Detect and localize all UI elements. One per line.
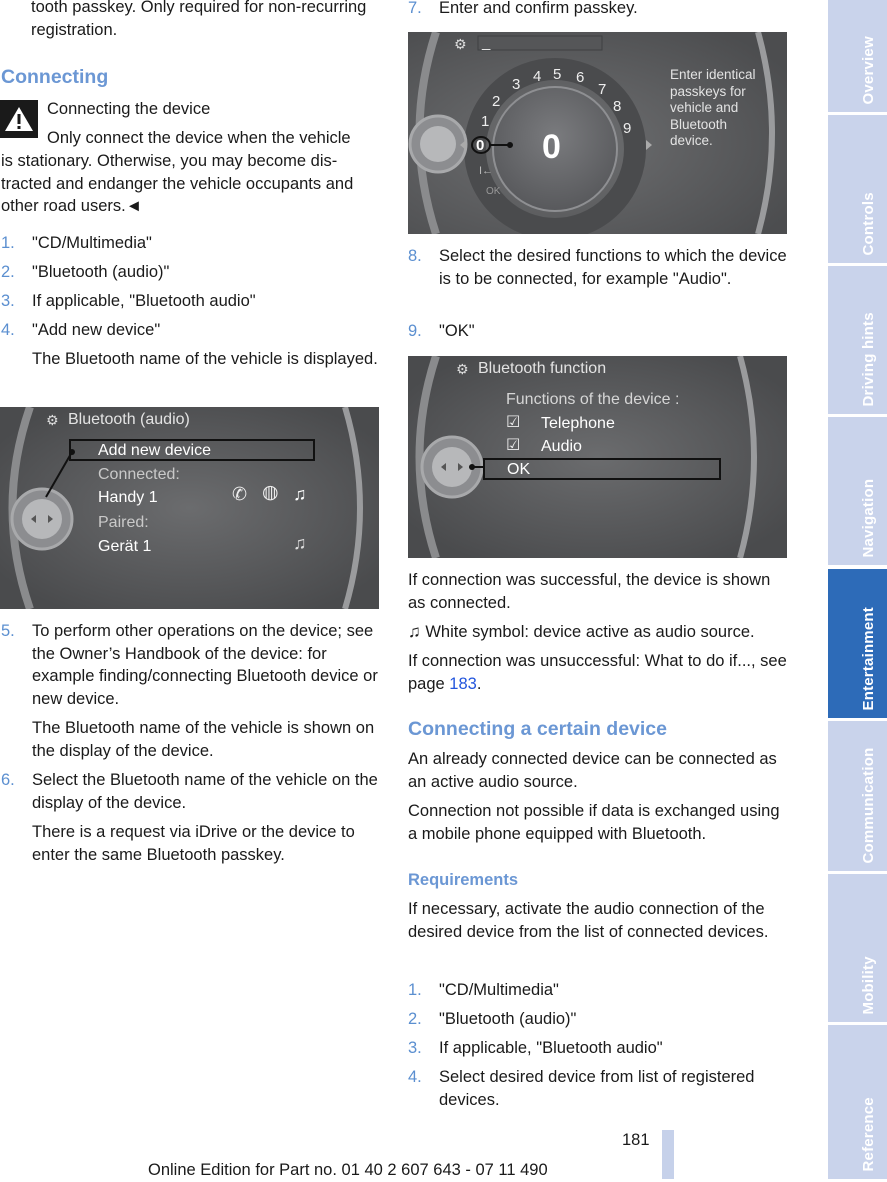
warning-icon bbox=[0, 100, 38, 138]
digit[interactable]: 5 bbox=[553, 66, 562, 83]
screen3-item-audio[interactable]: Audio bbox=[541, 438, 582, 455]
settings-icon: ⚙ bbox=[46, 412, 59, 428]
screenshot-bluetooth-audio bbox=[0, 407, 379, 609]
digit[interactable]: 3 bbox=[512, 76, 521, 93]
screen1-title: Bluetooth (audio) bbox=[68, 411, 190, 428]
digit[interactable]: 6 bbox=[576, 69, 585, 86]
step6-note: There is a request via iDrive or the device to enter the same Bluetooth passkey. bbox=[32, 823, 355, 864]
step5-note: The Bluetooth name of the vehicle is shown on the display of the device. bbox=[32, 719, 375, 760]
screen1-label-paired: Paired: bbox=[98, 514, 149, 531]
passkey-hint: Enter identical passkeys for vehicle and Bluetooth device. bbox=[670, 67, 756, 148]
tab-navigation[interactable]: Navigation bbox=[828, 417, 887, 565]
digit[interactable]: 8 bbox=[613, 98, 622, 115]
screen1-item-handy[interactable]: Handy 1 bbox=[98, 489, 158, 506]
certain-p2: Connection not possible if data is exchanged using a mobile phone equipped with Bluetooth. bbox=[408, 802, 780, 843]
music-note-icon: ♫ bbox=[408, 622, 421, 641]
digit[interactable]: 2 bbox=[492, 93, 501, 110]
tab-controls[interactable]: Controls bbox=[828, 115, 887, 263]
settings-icon: ⚙ bbox=[454, 36, 467, 52]
step4-note: The Bluetooth name of the vehicle is displayed. bbox=[32, 350, 378, 368]
certain-p1: An already connected device can be connected as an active audio source. bbox=[408, 750, 777, 791]
screen3-item-ok[interactable]: OK bbox=[507, 461, 531, 478]
digit[interactable]: 4 bbox=[533, 68, 542, 85]
digit[interactable]: 9 bbox=[623, 120, 632, 137]
digit-zero-big: 0 bbox=[542, 128, 561, 166]
screenshot-bluetooth-function bbox=[408, 356, 787, 558]
checkbox-icon[interactable]: ☑ bbox=[506, 437, 521, 454]
screenshot-passkey bbox=[408, 32, 787, 234]
screen1-item-add[interactable]: Add new device bbox=[98, 442, 211, 459]
success-text: If connection was successful, the device is shown as connected. bbox=[408, 571, 771, 612]
page-number: 181 bbox=[622, 1131, 650, 1149]
digit[interactable]: 7 bbox=[598, 81, 607, 98]
ok-key[interactable]: OK bbox=[486, 186, 501, 197]
heading-requirements: Requirements bbox=[408, 871, 519, 889]
checkbox-icon[interactable]: ☑ bbox=[506, 414, 521, 431]
settings-icon: ⚙ bbox=[456, 361, 469, 377]
white-symbol-line: ♫ White symbol: device active as audio source. bbox=[408, 622, 755, 641]
tab-driving-hints[interactable]: Driving hints bbox=[828, 266, 887, 414]
screen1-item-geraet[interactable]: Gerät 1 bbox=[98, 538, 152, 555]
music-note-icon: ♫ bbox=[293, 533, 307, 553]
music-note-icon: ♫ bbox=[293, 484, 307, 504]
screen3-label-functions: Functions of the device : bbox=[506, 391, 680, 408]
warning-line1: Only connect the device when the vehicle bbox=[47, 129, 351, 147]
tab-mobility[interactable]: Mobility bbox=[828, 874, 887, 1022]
unsuccessful-text: If connection was unsuccessful: What to do if..., see page 183. bbox=[408, 652, 787, 693]
edition-footer: Online Edition for Part no. 01 40 2 607 643 - 07 11 490 bbox=[148, 1161, 548, 1179]
screen3-title: Bluetooth function bbox=[478, 360, 607, 377]
globe-icon: ◍ bbox=[262, 482, 279, 503]
screen1-label-connected: Connected: bbox=[98, 466, 180, 483]
heading-connecting-certain: Connecting a certain device bbox=[408, 718, 667, 740]
digit-zero-small[interactable]: 0 bbox=[476, 137, 485, 154]
tab-reference[interactable]: Reference bbox=[828, 1025, 887, 1179]
tab-entertainment[interactable]: Entertainment bbox=[828, 569, 887, 718]
heading-connecting: Connecting bbox=[1, 66, 109, 88]
continued-text: tooth passkey. Only required for non-recurring registration. bbox=[31, 0, 367, 39]
requirements-text: If necessary, activate the audio connection of the desired device from the list of connected devices. bbox=[408, 900, 769, 941]
back-icon[interactable]: I← bbox=[479, 165, 494, 177]
digit[interactable]: 1 bbox=[481, 113, 490, 130]
screen3-item-telephone[interactable]: Telephone bbox=[541, 415, 615, 432]
tab-overview[interactable]: Overview bbox=[828, 0, 887, 112]
warning-title: Connecting the device bbox=[47, 100, 211, 118]
phone-icon: ✆ bbox=[232, 484, 248, 504]
page-marker bbox=[662, 1130, 674, 1179]
page-link[interactable]: 183 bbox=[449, 674, 477, 693]
warning-body: is stationary. Otherwise, you may become distracted and endanger the vehicle occupants and other road users.◄ bbox=[1, 152, 354, 215]
passkey-input[interactable]: _ bbox=[482, 34, 491, 51]
tab-communication[interactable]: Communication bbox=[828, 721, 887, 871]
